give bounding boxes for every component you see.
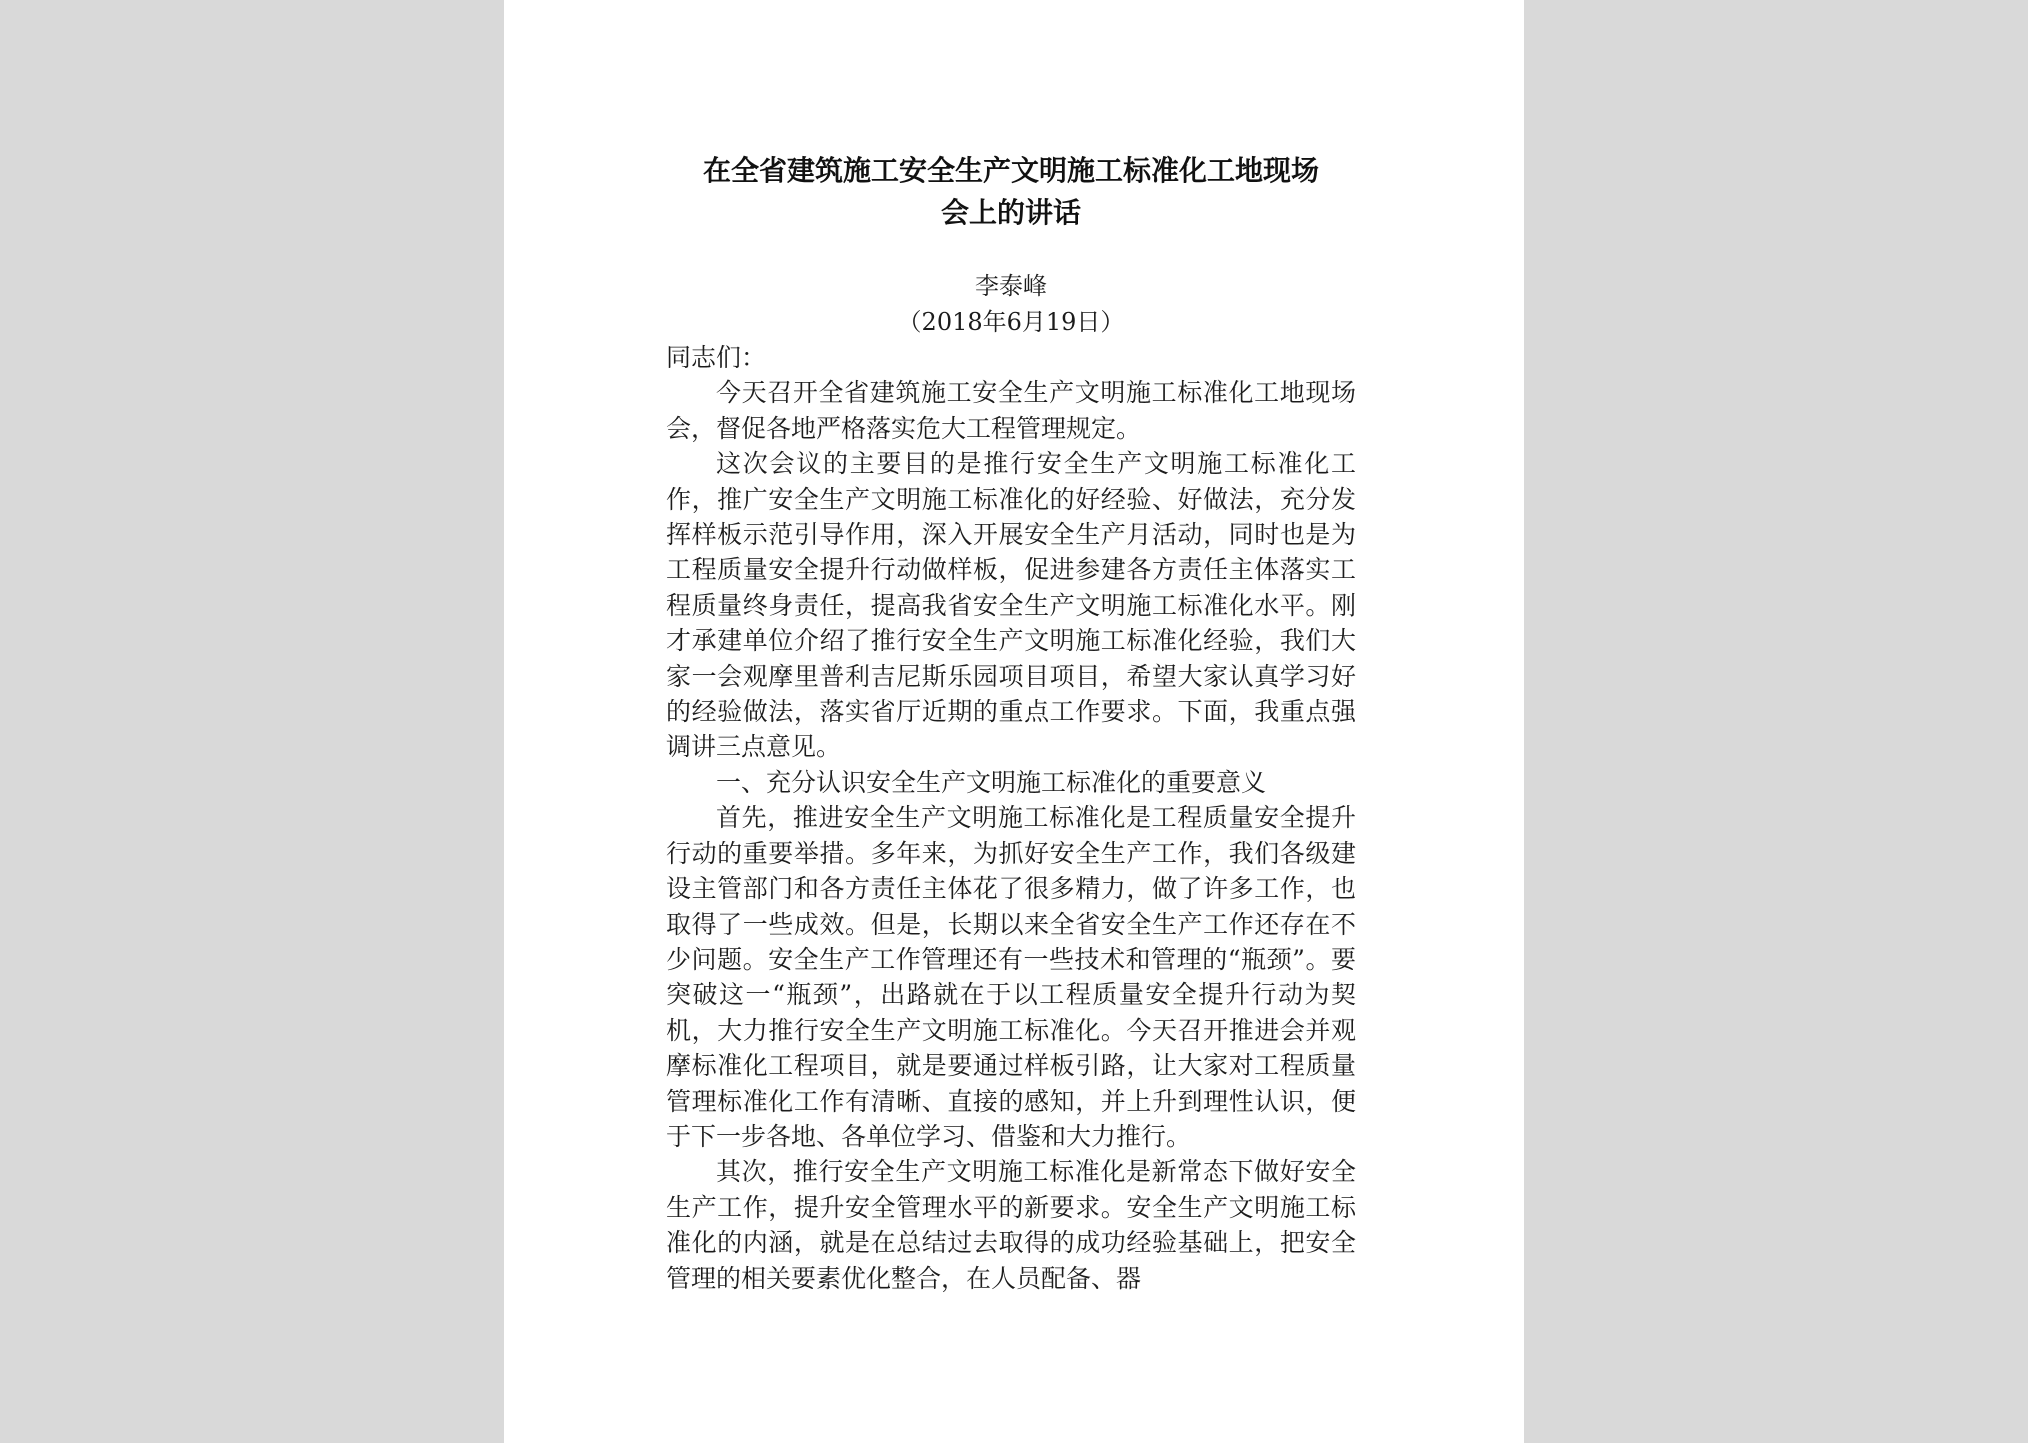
document-body (666, 340, 1356, 1296)
body-paragraph: 首先，推进安全生产文明施工标准化是工程质量安全提升行动的重要举措。多年来，为抓好安全生产工作，我们各级建设主管部门和各方责任主体花了很多精力，做了许多工作，也取得了一些成效。但是，长期以来全省安全生产工作还存在不少问题。安全生产工作管理还有一些技术和管理的“瓶颈”。要突破这一“瓶颈”，出路就在于以工程质量安全提升行动为契机，大力推行安全生产文明施工标准化。今天召开推进会并观摩标准化工程项目，就是要通过样板引路，让大家对工程质量管理标准化工作有清晰、直接的感知，并上升到理性认识，便于下一步各地、各单位学习、借鉴和大力推行。 (666, 803, 1356, 1151)
document-page (504, 0, 1524, 1443)
document-title (666, 150, 1356, 234)
document-title-line-1: 在全省建筑施工安全生产文明施工标准化工地现场 (702, 154, 1319, 187)
body-paragraph: 这次会议的主要目的是推行安全生产文明施工标准化工作，推广安全生产文明施工标准化的好经验、好做法，充分发挥样板示范引导作用，深入开展安全生产月活动，同时也是为工程质量安全提升行动做样板，促进参建各方责任主体落实工程质量终身责任，提高我省安全生产文明施工标准化水平。刚才承建单位介绍了推行安全生产文明施工标准化经验，我们大家一会观摩里普利吉尼斯乐园项目项目，希望大家认真学习好的经验做法，落实省厅近期的重点工作要求。下面，我重点强调讲三点意见。 (666, 449, 1356, 762)
document-content (666, 150, 1356, 1296)
body-paragraph: 其次，推行安全生产文明施工标准化是新常态下做好安全生产工作，提升安全管理水平的新要求。安全生产文明施工标准化的内涵，就是在总结过去取得的成功经验基础上，把安全管理的相关要素优化整合，在人员配备、器 (666, 1157, 1356, 1293)
section-heading: 一、充分认识安全生产文明施工标准化的重要意义 (716, 767, 1267, 797)
salutation: 同志们： (666, 343, 767, 372)
document-title-line-2: 会上的讲话 (940, 196, 1081, 229)
author-name: 李泰峰 (975, 272, 1047, 300)
speech-date: （2018年6月19日） (897, 308, 1125, 336)
body-paragraph: 今天召开全省建筑施工安全生产文明施工标准化工地现场会，督促各地严格落实危大工程管理规定。 (666, 378, 1356, 443)
